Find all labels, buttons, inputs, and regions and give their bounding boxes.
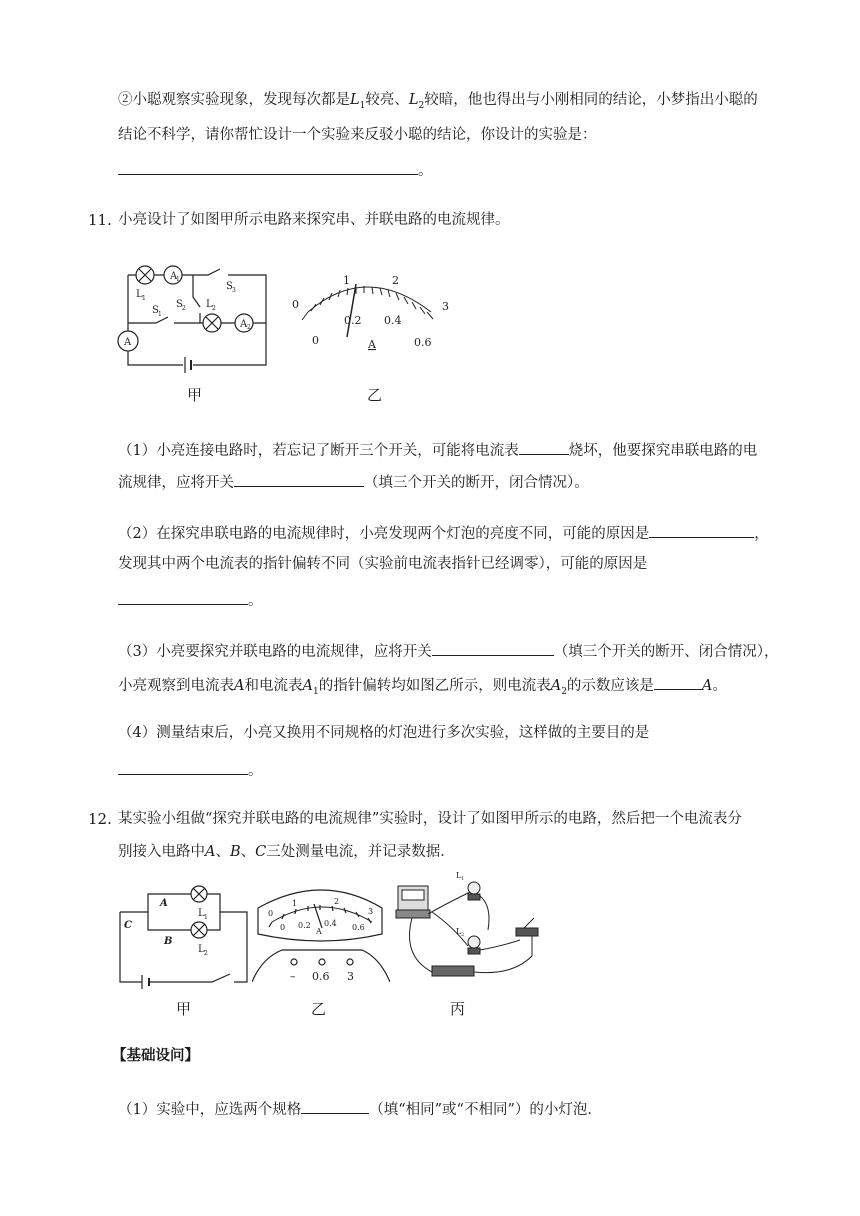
svg-text:2: 2 [392, 274, 399, 287]
svg-text:A: A [316, 927, 322, 936]
svg-text:2: 2 [204, 950, 208, 957]
svg-text:A: A [240, 319, 248, 330]
q12-circuit-diagram [112, 882, 252, 992]
svg-text:S: S [226, 281, 233, 292]
answer-blank[interactable] [432, 639, 554, 656]
q11-part4-answer [118, 758, 263, 782]
q11-figure-caption-left: 甲 [187, 386, 203, 404]
svg-text:C: C [124, 920, 132, 931]
answer-blank[interactable] [234, 470, 364, 487]
answer-blank[interactable] [118, 158, 418, 175]
svg-text:A: A [170, 271, 178, 282]
svg-text:L: L [456, 871, 462, 880]
svg-text:2: 2 [247, 324, 251, 331]
q11-text: ， [754, 526, 769, 542]
q12-caption-right: 丙 [450, 1000, 466, 1018]
q12-caption-middle: 乙 [311, 1000, 327, 1018]
q11-ammeter-scale [286, 262, 456, 362]
period: 。 [418, 163, 433, 179]
svg-text:0.4: 0.4 [324, 919, 337, 928]
svg-text:L: L [198, 908, 205, 919]
q10-text: 结论不科学，请你帮忙设计一个实验来反驳小聪的结论，你设计的实验是： [118, 127, 597, 143]
q11-text: （填三个开关的断开，闭合情况）。 [364, 475, 589, 491]
answer-blank[interactable] [649, 521, 754, 538]
period: 。 [712, 678, 727, 694]
q12-physical-setup [392, 866, 552, 996]
q12-ammeter [252, 878, 390, 990]
q11-text: 烧坏，他要探究串联电路的电 [568, 443, 758, 459]
svg-text:1: 1 [343, 274, 350, 287]
svg-text:3: 3 [347, 970, 354, 983]
svg-text:2: 2 [461, 932, 465, 938]
svg-text:0: 0 [292, 298, 299, 311]
q10-text: 较暗，他也得出与小刚相同的结论，小梦指出小聪的 [424, 92, 758, 108]
q11-text: （3）小亮要探究并联电路的电流规律，应将开关 [118, 644, 432, 660]
q12-stem-line1: 某实验小组做“探究并联电路的电流规律”实验时，设计了如图甲所示的电路，然后把一个电流表分 [118, 811, 742, 827]
svg-text:3: 3 [442, 300, 449, 313]
svg-text:0.6: 0.6 [414, 336, 432, 349]
svg-text:0.2: 0.2 [298, 921, 311, 930]
svg-text:S: S [152, 305, 159, 316]
svg-text:2: 2 [334, 897, 340, 906]
svg-text:B: B [164, 936, 173, 947]
svg-text:0.4: 0.4 [384, 314, 402, 327]
svg-text:3: 3 [232, 287, 236, 294]
q11-text: （4）测量结束后，小亮又换用不同规格的灯泡进行多次实验，这样做的主要目的是 [118, 725, 650, 741]
q10-line-1: ②小聪观察实验现象，发现每次都是$L_1$较亮、$L_2$较暗，他也得出与小刚相同的结论，小梦指出小聪的 [118, 92, 758, 111]
answer-blank[interactable] [118, 588, 248, 605]
q12-text: 三处测量电流，并记录数据． [266, 844, 455, 860]
q11-part3-line1 [118, 639, 778, 663]
q11-part2-line2 [118, 553, 647, 575]
svg-text:0.6: 0.6 [352, 923, 365, 932]
unit: A [701, 678, 713, 694]
q10-text: ②小聪观察实验现象，发现每次都是 [118, 92, 350, 108]
q12-text: （填“相同”或“不相同”）的小灯泡． [369, 1102, 602, 1118]
svg-text:L: L [136, 289, 143, 300]
q11-part1-line2 [118, 470, 589, 494]
q12-section-title: 【基础设问】 [112, 1048, 199, 1064]
svg-text:0: 0 [280, 923, 286, 932]
q11-figure-caption-right: 乙 [367, 386, 383, 404]
q11-text: 和电流表 [244, 678, 303, 694]
svg-text:3: 3 [368, 907, 374, 916]
svg-text:A: A [124, 337, 132, 348]
svg-text:1: 1 [204, 914, 208, 921]
answer-blank[interactable] [301, 1097, 369, 1114]
answer-blank[interactable] [519, 438, 569, 455]
q11-number: 11. [88, 211, 112, 229]
q11-text: 小亮观察到电流表 [118, 678, 234, 694]
svg-text:L: L [456, 927, 462, 936]
svg-text:2: 2 [182, 305, 186, 312]
answer-blank[interactable] [654, 673, 702, 690]
q12-part1 [118, 1097, 602, 1121]
svg-text:2: 2 [212, 305, 216, 312]
q11-text: 的示数应该是 [566, 678, 654, 694]
svg-text:A: A [368, 338, 376, 351]
q11-text: （填三个开关的断开、闭合情况）， [553, 644, 779, 660]
svg-text:1: 1 [142, 295, 146, 302]
svg-text:1: 1 [176, 276, 180, 283]
q11-part2-answer [118, 588, 263, 612]
q11-text: 的指针偏转均如图乙所示，则电流表 [318, 678, 551, 694]
q11-stem: 小亮设计了如图甲所示电路来探究串、并联电路的电流规律。 [118, 212, 510, 228]
period: 。 [248, 593, 263, 609]
q11-circuit-diagram [108, 255, 278, 375]
svg-text:0.2: 0.2 [344, 314, 362, 327]
svg-text:1: 1 [158, 311, 162, 318]
q12-text: 别接入电路中 [118, 844, 205, 860]
q12-text: （1）实验中，应选两个规格 [118, 1102, 302, 1118]
q12-stem-line2: 别接入电路中A、B、C三处测量电流，并记录数据． [118, 844, 455, 860]
q10-text: 较亮、 [365, 92, 409, 108]
svg-text:L: L [198, 944, 205, 955]
svg-text:0: 0 [312, 334, 319, 347]
q12-caption-left: 甲 [176, 1000, 192, 1018]
q11-text: 发现其中两个电流表的指针偏转不同（实验前电流表指针已经调零），可能的原因是 [118, 556, 648, 572]
answer-blank[interactable] [118, 758, 248, 775]
q11-part4-line1 [118, 722, 649, 744]
q11-text: （1）小亮连接电路时，若忘记了断开三个开关，可能将电流表 [118, 443, 519, 459]
svg-text:0.6: 0.6 [312, 970, 330, 983]
q11-part3-line2: 小亮观察到电流表A和电流表$A_1$的指针偏转均如图乙所示，则电流表$A_2$的示数应该是 A。 [118, 673, 727, 703]
q12-number: 12. [88, 810, 112, 828]
svg-text:–: – [290, 970, 296, 983]
svg-text:1: 1 [292, 899, 298, 908]
period: 。 [248, 763, 263, 779]
svg-text:S: S [176, 299, 183, 310]
q10-answer-line [118, 158, 433, 182]
q10-line-2 [118, 124, 597, 146]
q11-part2-line1 [118, 521, 769, 545]
svg-text:A: A [160, 898, 168, 909]
q11-text: 流规律，应将开关 [118, 475, 234, 491]
svg-text:0: 0 [268, 909, 274, 918]
q11-text: （2）在探究串联电路的电流规律时，小亮发现两个灯泡的亮度不同，可能的原因是 [118, 526, 650, 542]
svg-text:L: L [206, 299, 213, 310]
q11-part1-line1 [118, 438, 757, 462]
svg-text:1: 1 [461, 876, 465, 882]
